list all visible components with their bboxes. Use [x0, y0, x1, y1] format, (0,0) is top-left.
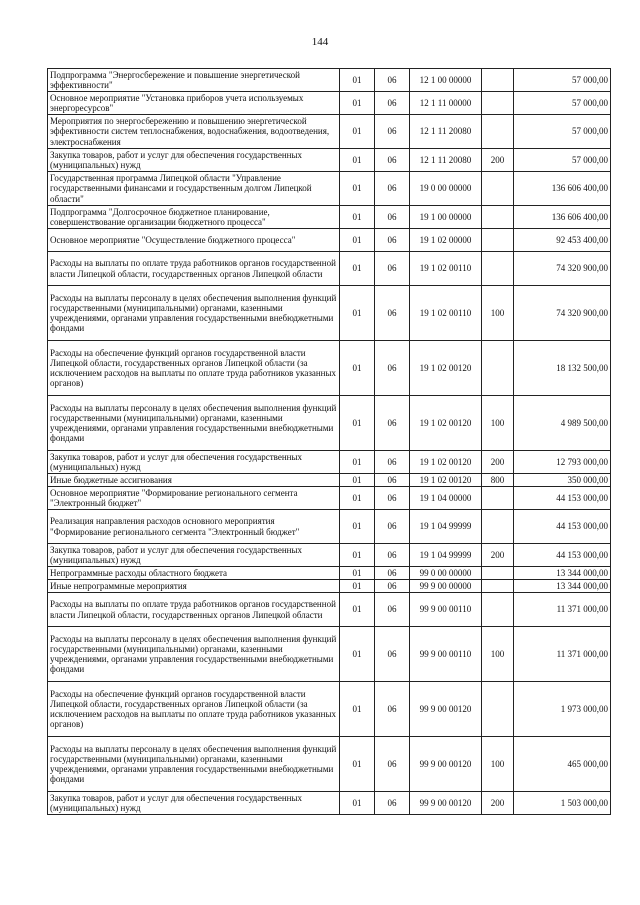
row-expense-type	[482, 172, 514, 206]
row-subsection-code: 06	[375, 252, 410, 286]
row-amount: 74 320 900,00	[514, 252, 611, 286]
row-amount: 57 000,00	[514, 115, 611, 149]
row-description: Основное мероприятие "Установка приборов учета используемых энергоресурсов"	[48, 92, 340, 115]
row-description: Мероприятия по энергосбережению и повышению энергетической эффективности систем теплоснабжения, водоснабжения, водоотведения, электроснабжения	[48, 115, 340, 149]
row-target-article: 19 1 04 00000	[410, 487, 482, 510]
row-subsection-code: 06	[375, 510, 410, 544]
row-expense-type: 200	[482, 544, 514, 567]
row-expense-type: 800	[482, 474, 514, 487]
row-description: Подпрограмма "Долгосрочное бюджетное планирование, совершенствование организации бюджетного процесса"	[48, 206, 340, 229]
table-row	[48, 252, 611, 286]
table-row	[48, 737, 611, 792]
row-subsection-code: 06	[375, 229, 410, 252]
row-expense-type: 200	[482, 451, 514, 474]
row-target-article: 19 1 02 00000	[410, 229, 482, 252]
row-expense-type	[482, 487, 514, 510]
table-row	[48, 115, 611, 149]
table-row	[48, 682, 611, 737]
row-target-article: 12 1 11 00000	[410, 92, 482, 115]
row-amount: 57 000,00	[514, 69, 611, 92]
row-section-code: 01	[340, 341, 375, 396]
table-row	[48, 627, 611, 682]
row-expense-type: 100	[482, 627, 514, 682]
row-section-code: 01	[340, 474, 375, 487]
row-description: Расходы на выплаты персоналу в целях обеспечения выполнения функций государственными (муниципальными) органами, казенными учреждениями, органами управления государственными внебюджетными фондами	[48, 627, 340, 682]
row-section-code: 01	[340, 487, 375, 510]
row-subsection-code: 06	[375, 580, 410, 593]
row-amount: 1 503 000,00	[514, 792, 611, 815]
row-amount: 44 153 000,00	[514, 544, 611, 567]
table-row	[48, 341, 611, 396]
row-expense-type: 100	[482, 396, 514, 451]
row-amount: 11 371 000,00	[514, 627, 611, 682]
row-section-code: 01	[340, 396, 375, 451]
table-row	[48, 149, 611, 172]
budget-table	[47, 68, 611, 815]
row-amount: 92 453 400,00	[514, 229, 611, 252]
row-section-code: 01	[340, 682, 375, 737]
row-expense-type: 200	[482, 792, 514, 815]
row-section-code: 01	[340, 593, 375, 627]
row-section-code: 01	[340, 229, 375, 252]
table-row	[48, 92, 611, 115]
row-section-code: 01	[340, 451, 375, 474]
row-section-code: 01	[340, 737, 375, 792]
table-row	[48, 229, 611, 252]
budget-table-body	[48, 69, 611, 815]
row-section-code: 01	[340, 567, 375, 580]
row-section-code: 01	[340, 252, 375, 286]
row-subsection-code: 06	[375, 544, 410, 567]
row-target-article: 19 1 02 00110	[410, 252, 482, 286]
row-description: Реализация направления расходов основного мероприятия "Формирование регионального сегмента "Электронный бюджет"	[48, 510, 340, 544]
table-row	[48, 487, 611, 510]
row-target-article: 99 9 00 00110	[410, 627, 482, 682]
row-section-code: 01	[340, 69, 375, 92]
row-description: Закупка товаров, работ и услуг для обеспечения государственных (муниципальных) нужд	[48, 149, 340, 172]
row-amount: 57 000,00	[514, 92, 611, 115]
table-row	[48, 580, 611, 593]
row-target-article: 19 0 00 00000	[410, 172, 482, 206]
row-subsection-code: 06	[375, 474, 410, 487]
row-expense-type	[482, 206, 514, 229]
row-description: Расходы на обеспечение функций органов государственной власти Липецкой области, государственных органов Липецкой области (за исключением расходов на выплаты по оплате труда работников указанных органов)	[48, 341, 340, 396]
row-subsection-code: 06	[375, 487, 410, 510]
table-row	[48, 510, 611, 544]
row-target-article: 99 0 00 00000	[410, 567, 482, 580]
row-section-code: 01	[340, 206, 375, 229]
row-amount: 57 000,00	[514, 149, 611, 172]
row-description: Непрограммные расходы областного бюджета	[48, 567, 340, 580]
row-target-article: 99 9 00 00120	[410, 682, 482, 737]
row-section-code: 01	[340, 544, 375, 567]
row-section-code: 01	[340, 580, 375, 593]
row-subsection-code: 06	[375, 69, 410, 92]
row-description: Расходы на выплаты по оплате труда работников органов государственной власти Липецкой области, государственных органов Липецкой области	[48, 593, 340, 627]
table-row	[48, 69, 611, 92]
row-section-code: 01	[340, 627, 375, 682]
row-amount: 465 000,00	[514, 737, 611, 792]
row-amount: 4 989 500,00	[514, 396, 611, 451]
row-section-code: 01	[340, 92, 375, 115]
table-row	[48, 474, 611, 487]
row-expense-type	[482, 229, 514, 252]
table-row	[48, 286, 611, 341]
row-section-code: 01	[340, 286, 375, 341]
row-amount: 136 606 400,00	[514, 206, 611, 229]
row-description: Основное мероприятие "Осуществление бюджетного процесса"	[48, 229, 340, 252]
row-amount: 350 000,00	[514, 474, 611, 487]
table-row	[48, 206, 611, 229]
row-section-code: 01	[340, 792, 375, 815]
row-expense-type	[482, 593, 514, 627]
row-expense-type	[482, 567, 514, 580]
row-expense-type	[482, 580, 514, 593]
row-target-article: 19 1 04 99999	[410, 510, 482, 544]
row-description: Государственная программа Липецкой области "Управление государственными финансами и государственным долгом Липецкой области"	[48, 172, 340, 206]
row-amount: 12 793 000,00	[514, 451, 611, 474]
row-target-article: 19 1 02 00120	[410, 396, 482, 451]
table-row	[48, 593, 611, 627]
row-section-code: 01	[340, 149, 375, 172]
row-amount: 1 973 000,00	[514, 682, 611, 737]
row-target-article: 19 1 00 00000	[410, 206, 482, 229]
row-subsection-code: 06	[375, 341, 410, 396]
row-target-article: 12 1 00 00000	[410, 69, 482, 92]
row-description: Расходы на выплаты персоналу в целях обеспечения выполнения функций государственными (муниципальными) органами, казенными учреждениями, органами управления государственными внебюджетными фондами	[48, 737, 340, 792]
row-target-article: 99 9 00 00000	[410, 580, 482, 593]
row-subsection-code: 06	[375, 593, 410, 627]
row-expense-type	[482, 69, 514, 92]
row-subsection-code: 06	[375, 567, 410, 580]
table-row	[48, 451, 611, 474]
row-target-article: 99 9 00 00110	[410, 593, 482, 627]
row-target-article: 99 9 00 00120	[410, 737, 482, 792]
row-subsection-code: 06	[375, 451, 410, 474]
row-target-article: 12 1 11 20080	[410, 115, 482, 149]
row-description: Расходы на выплаты персоналу в целях обеспечения выполнения функций государственными (муниципальными) органами, казенными учреждениями, органами управления государственными внебюджетными фондами	[48, 286, 340, 341]
row-expense-type	[482, 341, 514, 396]
row-target-article: 19 1 02 00120	[410, 451, 482, 474]
row-description: Основное мероприятие "Формирование регионального сегмента "Электронный бюджет"	[48, 487, 340, 510]
row-subsection-code: 06	[375, 792, 410, 815]
row-section-code: 01	[340, 510, 375, 544]
row-subsection-code: 06	[375, 286, 410, 341]
table-row	[48, 567, 611, 580]
row-target-article: 99 9 00 00120	[410, 792, 482, 815]
row-subsection-code: 06	[375, 115, 410, 149]
row-section-code: 01	[340, 172, 375, 206]
row-description: Подпрограмма "Энергосбережение и повышение энергетической эффективности"	[48, 69, 340, 92]
row-subsection-code: 06	[375, 92, 410, 115]
row-subsection-code: 06	[375, 682, 410, 737]
row-amount: 44 153 000,00	[514, 510, 611, 544]
row-description: Иные непрограммные мероприятия	[48, 580, 340, 593]
table-row	[48, 396, 611, 451]
row-subsection-code: 06	[375, 172, 410, 206]
row-subsection-code: 06	[375, 206, 410, 229]
row-expense-type: 100	[482, 737, 514, 792]
row-expense-type	[482, 115, 514, 149]
row-expense-type	[482, 252, 514, 286]
row-target-article: 19 1 04 99999	[410, 544, 482, 567]
row-subsection-code: 06	[375, 627, 410, 682]
row-description: Закупка товаров, работ и услуг для обеспечения государственных (муниципальных) нужд	[48, 451, 340, 474]
row-description: Расходы на выплаты по оплате труда работников органов государственной власти Липецкой области, государственных органов Липецкой области	[48, 252, 340, 286]
page-number: 144	[311, 36, 329, 48]
row-target-article: 19 1 02 00110	[410, 286, 482, 341]
row-amount: 11 371 000,00	[514, 593, 611, 627]
row-expense-type: 200	[482, 149, 514, 172]
row-section-code: 01	[340, 115, 375, 149]
row-description: Расходы на обеспечение функций органов государственной власти Липецкой области, государственных органов Липецкой области (за исключением расходов на выплаты по оплате труда работников указанных органов)	[48, 682, 340, 737]
row-expense-type	[482, 510, 514, 544]
table-row	[48, 792, 611, 815]
row-amount: 13 344 000,00	[514, 580, 611, 593]
row-subsection-code: 06	[375, 737, 410, 792]
row-amount: 136 606 400,00	[514, 172, 611, 206]
row-target-article: 12 1 11 20080	[410, 149, 482, 172]
row-amount: 44 153 000,00	[514, 487, 611, 510]
row-amount: 13 344 000,00	[514, 567, 611, 580]
row-description: Закупка товаров, работ и услуг для обеспечения государственных (муниципальных) нужд	[48, 792, 340, 815]
row-expense-type: 100	[482, 286, 514, 341]
row-description: Иные бюджетные ассигнования	[48, 474, 340, 487]
row-target-article: 19 1 02 00120	[410, 341, 482, 396]
table-row	[48, 172, 611, 206]
row-amount: 74 320 900,00	[514, 286, 611, 341]
table-row	[48, 544, 611, 567]
row-expense-type	[482, 682, 514, 737]
row-description: Расходы на выплаты персоналу в целях обеспечения выполнения функций государственными (муниципальными) органами, казенными учреждениями, органами управления государственными внебюджетными фондами	[48, 396, 340, 451]
row-target-article: 19 1 02 00120	[410, 474, 482, 487]
row-description: Закупка товаров, работ и услуг для обеспечения государственных (муниципальных) нужд	[48, 544, 340, 567]
row-subsection-code: 06	[375, 396, 410, 451]
row-expense-type	[482, 92, 514, 115]
row-subsection-code: 06	[375, 149, 410, 172]
row-amount: 18 132 500,00	[514, 341, 611, 396]
